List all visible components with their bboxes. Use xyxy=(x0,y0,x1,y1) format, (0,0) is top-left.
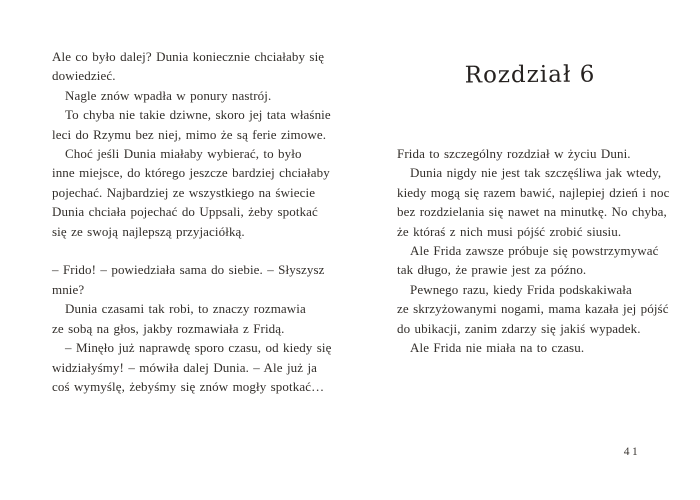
text-line: ze sobą na głos, jakby rozmawiała z Fridą. xyxy=(52,320,285,336)
text-line: tak długo, że prawie jest za późno. xyxy=(397,262,587,278)
text-line: kiedy mogą się razem bawić, najlepiej dzień i noc xyxy=(397,184,670,200)
text-line: Ale co było dalej? Dunia koniecznie chciałaby się xyxy=(52,49,325,64)
text-line: Dunia czasami tak robi, to znaczy rozmawia xyxy=(65,301,306,317)
text-line: dowiedzieć. xyxy=(52,68,116,84)
text-line: widziałyśmy! – mówiła dalej Dunia. – Ale już ja xyxy=(52,359,318,375)
text-line: Frida to szczególny rozdział w życiu Duni. xyxy=(397,146,631,161)
text-line: inne miejsce, do którego jeszcze bardziej chciałaby xyxy=(52,165,330,181)
text-line: do ubikacji, zanim zdarzy się jakiś wypadek. xyxy=(397,320,641,336)
text-line: bez rozdzielania się nawet na minutkę. No chyba, xyxy=(397,204,667,220)
text-line: Nagle znów wpadła w ponury nastrój. xyxy=(65,87,272,103)
text-line: Dunia nigdy nie jest tak szczęśliwa jak wtedy, xyxy=(410,165,662,181)
text-line: Choć jeśli Dunia miałaby wybierać, to było xyxy=(65,146,302,162)
text-line: – Minęło już naprawdę sporo czasu, od kiedy się xyxy=(65,340,332,356)
text-line: że któraś z nich musi pójść zrobić siusiu. xyxy=(397,223,622,239)
text-line: leci do Rzymu bez niej, mimo że są ferie zimowe. xyxy=(52,126,327,142)
text-line: Pewnego razu, kiedy Frida podskakiwała xyxy=(410,281,632,297)
text-line: ze skrzyżowanymi nogami, mama kazała jej pójść xyxy=(397,301,669,317)
right-page-text xyxy=(397,144,670,357)
chapter-title: Rozdział 6 xyxy=(464,61,596,89)
left-page-text xyxy=(52,47,332,396)
blank-line xyxy=(52,241,318,260)
text-line: się ze swoją najlepszą przyjaciółką. xyxy=(52,223,245,239)
text-line: mnie? xyxy=(52,281,85,297)
text-line: pojechać. Najbardziej ze wszystkiego na świecie xyxy=(52,184,316,200)
text-line: Dunia chciała pojechać do Uppsali, żeby spotkać xyxy=(52,204,318,220)
right-page xyxy=(350,0,700,500)
text-line: – Frido! – powiedziała sama do siebie. – Słyszysz xyxy=(52,262,325,278)
page-number: 41 xyxy=(623,446,641,458)
text-line: Ale Frida zawsze próbuje się powstrzymywać xyxy=(410,243,659,259)
text-line: coś wymyślę, żebyśmy się znów mogły spotkać… xyxy=(52,378,325,394)
text-line: To chyba nie takie dziwne, skoro jej tata właśnie xyxy=(65,107,331,123)
text-line: Ale Frida nie miała na to czasu. xyxy=(410,340,585,356)
